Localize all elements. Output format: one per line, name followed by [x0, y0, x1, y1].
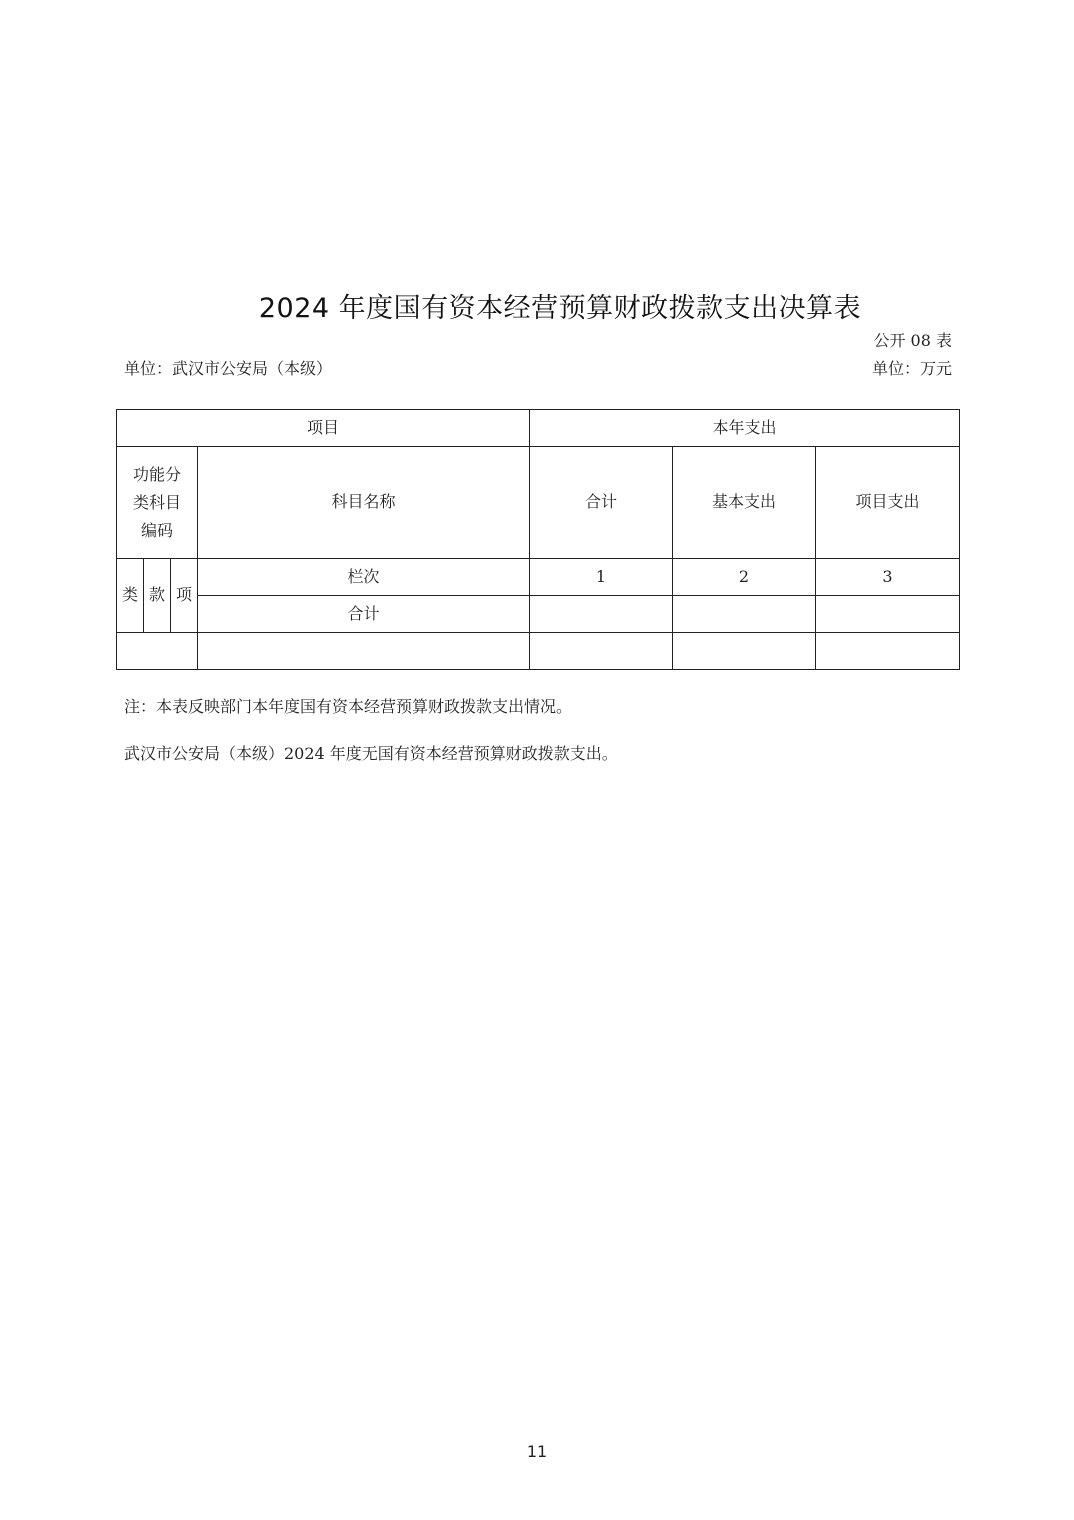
subject-name-cell: 科目名称 [198, 447, 530, 559]
func-code-label: 功能分类科目编码 [132, 464, 181, 540]
col-basic-cell: 基本支出 [673, 447, 816, 559]
code-kuan-cell: 款 [144, 559, 171, 633]
total-row [117, 596, 960, 633]
total-basic-cell [673, 596, 816, 633]
empty-total-cell [530, 633, 673, 670]
total-value-cell [530, 596, 673, 633]
total-project-cell [816, 596, 960, 633]
table-header-row [117, 410, 960, 447]
page-number: 11 [526, 1442, 548, 1461]
no-expenditure-statement: 武汉市公安局（本级）2024 年度无国有资本经营预算财政拨款支出。 [124, 744, 618, 763]
empty-basic-cell [673, 633, 816, 670]
empty-project-cell [816, 633, 960, 670]
column-number-2: 2 [673, 559, 816, 596]
form-number: 公开 08 表 [873, 331, 952, 350]
column-number-3: 3 [816, 559, 960, 596]
header-current-year-cell: 本年支出 [530, 410, 960, 447]
total-label-cell: 合计 [198, 596, 530, 633]
col-project-cell: 项目支出 [816, 447, 960, 559]
column-label-cell: 栏次 [198, 559, 530, 596]
table-note: 注：本表反映部门本年度国有资本经营预算财政拨款支出情况。 [124, 697, 573, 716]
empty-name-cell [198, 633, 530, 670]
header-item-cell: 项目 [117, 410, 530, 447]
document-title: 2024 年度国有资本经营预算财政拨款支出决算表 [258, 293, 862, 324]
column-number-1: 1 [530, 559, 673, 596]
table-subheader-row [117, 447, 960, 559]
code-xiang-cell: 项 [171, 559, 198, 633]
column-number-row [117, 559, 960, 596]
unit-organization: 单位：武汉市公安局（本级） [124, 359, 333, 378]
col-total-cell: 合计 [530, 447, 673, 559]
func-code-label-cell [117, 447, 198, 559]
expenditure-table [116, 409, 960, 670]
empty-code-cell [117, 633, 198, 670]
table-row [117, 633, 960, 670]
code-lei-cell: 类 [117, 559, 144, 633]
unit-currency: 单位：万元 [871, 359, 952, 378]
